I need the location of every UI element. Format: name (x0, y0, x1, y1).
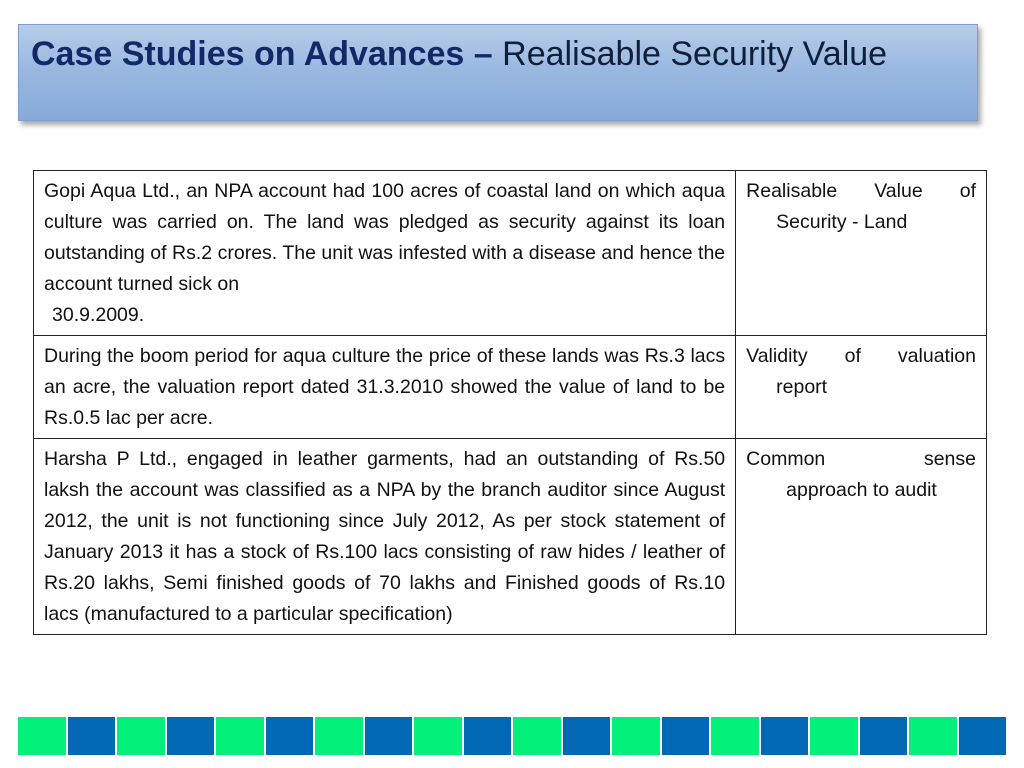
slide-title (18, 24, 978, 121)
table-row (34, 336, 987, 439)
footer-square (909, 717, 959, 755)
title-bold-text: Case Studies on Advances – (31, 35, 493, 73)
case-description: Gopi Aqua Ltd., an NPA account had 100 acres of coastal land on which aqua culture was carried on. The land was pledged as security against its loan outstanding of Rs.2 crores. The unit was infested with a disease and hence the account turned sick on (44, 180, 726, 295)
case-description: Harsha P Ltd., engaged in leather garments, had an outstanding of Rs.50 laksh the account was classified as a NPA by the branch auditor since August 2012, the unit is not functioning since July 2012, As per stock statement of January 2013 it has a stock of Rs.100 lacs consisting of raw hides / leather of Rs.20 lakhs, Semi finished goods of 70 lakhs and Finished goods of Rs.10 lacs (manufactured to a particular specification) (44, 448, 726, 625)
footer-square (563, 717, 613, 755)
case-topic-line: Common sense (746, 448, 976, 470)
case-topic-line: Realisable Value of (746, 180, 976, 202)
case-description-cell (34, 171, 736, 336)
case-topic-line: approach to audit (786, 479, 937, 501)
case-description-date: 30.9.2009. (52, 304, 145, 326)
footer-square (18, 717, 68, 755)
footer-square (68, 717, 118, 755)
case-topic-cell (736, 171, 987, 336)
case-description: During the boom period for aqua culture the price of these lands was Rs.3 lacs an acre, the valuation report dated 31.3.2010 showed the value of land to be Rs.0.5 lac per acre. (44, 345, 726, 429)
footer-square (315, 717, 365, 755)
case-topic-line: Security - Land (776, 211, 908, 233)
footer-square (959, 717, 1007, 755)
case-studies-table (33, 170, 987, 635)
footer-square (365, 717, 415, 755)
footer-square (860, 717, 910, 755)
footer-square (810, 717, 860, 755)
footer-square (117, 717, 167, 755)
footer-square (761, 717, 811, 755)
title-normal-text: Realisable Security Value (502, 35, 888, 73)
footer-square (167, 717, 217, 755)
case-topic-line: Validity of valuation (746, 345, 976, 367)
table-row (34, 439, 987, 635)
case-description-cell (34, 336, 736, 439)
footer-square (662, 717, 712, 755)
footer-square (464, 717, 514, 755)
case-topic-cell (736, 439, 987, 635)
table-row (34, 171, 987, 336)
footer-square (612, 717, 662, 755)
case-description-cell (34, 439, 736, 635)
footer-square (216, 717, 266, 755)
footer-square (711, 717, 761, 755)
case-topic-line: report (776, 376, 828, 398)
footer-square (513, 717, 563, 755)
footer-square (414, 717, 464, 755)
footer-square (266, 717, 316, 755)
footer-decoration (18, 717, 1006, 755)
case-topic-cell (736, 336, 987, 439)
